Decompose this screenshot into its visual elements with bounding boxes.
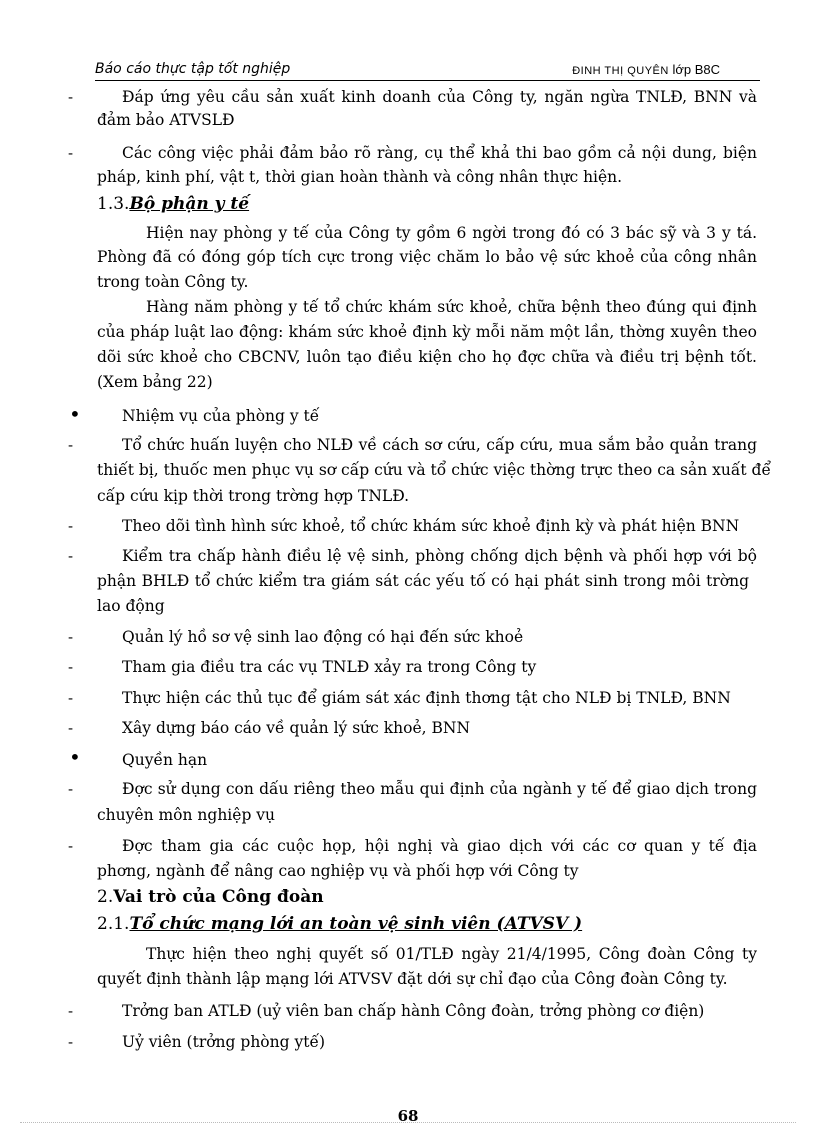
page-header (95, 60, 760, 81)
text-line: đảm bảo ATVSLĐ (97, 111, 235, 129)
text-line: Tổ chức huấn luyện cho NLĐ về cách sơ cứu, cấp cứu, mua sắm bảo quản trang (122, 436, 757, 454)
text-line: Kiểm tra chấp hành điều lệ vệ sinh, phòng chống dịch bệnh và phối hợp với bộ (122, 547, 757, 565)
text-line: cấp cứu kịp thời trong trờng hợp TNLĐ. (97, 487, 410, 505)
dash-marker: - (68, 658, 74, 676)
text-line: Uỷ viên (trởng phòng ytế) (122, 1033, 326, 1051)
text-line: thiết bị, thuốc men phục vụ sơ cấp cứu và tổ chức việc thờng trực theo ca sản xuất để (97, 461, 771, 479)
section-heading-2-1 (97, 913, 757, 935)
text-line: lao động (97, 597, 165, 615)
text-line: phận BHLĐ tổ chức kiểm tra giám sát các yếu tố có hại phát sinh trong môi trờng (97, 572, 749, 590)
heading-number: 1.3. (97, 194, 130, 214)
bullet-heading: Nhiệm vụ của phòng y tế (122, 407, 320, 425)
text-line: Hàng năm phòng y tế tổ chức khám sức khoẻ, chữa bệnh theo đúng qui định (146, 298, 757, 316)
text-line: (Xem bảng 22) (97, 373, 213, 391)
header-author-name: ĐINH THỊ QUYÊN (572, 65, 669, 77)
heading-title: Vai trò của Công đoàn (113, 887, 324, 907)
text-line: Đợc sử dụng con dấu riêng theo mẫu qui định của ngành y tế để giao dịch trong (122, 780, 757, 798)
text-line: Theo dõi tình hình sức khoẻ, tổ chức khám sức khoẻ định kỳ và phát hiện BNN (122, 517, 740, 535)
text-line: Hiện nay phòng y tế của Công ty gồm 6 ngời trong đó có 3 bác sỹ và 3 y tá. (146, 224, 757, 242)
text-line: Tham gia điều tra các vụ TNLĐ xảy ra trong Công ty (122, 658, 537, 676)
dash-marker: - (68, 517, 74, 535)
header-author (572, 62, 720, 77)
text-line: Đáp ứng yêu cầu sản xuất kinh doanh của Công ty, ngăn ngừa TNLĐ, BNN và (122, 88, 757, 106)
heading-title: Bộ phận y tế (129, 194, 250, 214)
dash-marker: - (68, 689, 74, 707)
text-line: Thực hiện các thủ tục để giám sát xác định thơng tật cho NLĐ bị TNLĐ, BNN (122, 689, 731, 707)
heading-number: 2. (97, 887, 114, 907)
heading-number: 2.1. (97, 914, 130, 934)
text-line: Các công việc phải đảm bảo rõ ràng, cụ thể khả thi bao gồm cả nội dung, biện (122, 144, 757, 162)
dash-marker: - (68, 547, 74, 565)
text-line: phơng, ngành để nâng cao nghiệp vụ và phối hợp với Công ty (97, 862, 579, 880)
text-line: dõi sức khoẻ cho CBCNV, luôn tạo điều kiện cho họ đợc chữa và điều trị bệnh tốt. (97, 348, 757, 366)
header-report-title: Báo cáo thực tập tốt nghiệp (95, 61, 291, 77)
section-heading-1-3 (97, 193, 757, 215)
text-line: Quản lý hồ sơ vệ sinh lao động có hại đến sức khoẻ (122, 628, 524, 646)
bullet-heading: Quyền hạn (122, 751, 208, 769)
dash-marker: - (68, 780, 74, 798)
section-heading-2 (97, 886, 757, 908)
text-line: Thực hiện theo nghị quyết số 01/TLĐ ngày 21/4/1995, Công đoàn Công ty (146, 945, 757, 963)
text-line: trong toàn Công ty. (97, 273, 249, 291)
bullet-marker: • (69, 745, 81, 769)
dash-marker: - (68, 719, 74, 737)
dash-marker: - (68, 837, 74, 855)
text-line: của pháp luật lao động: khám sức khoẻ định kỳ mỗi năm một lần, thờng xuyên theo (97, 323, 757, 341)
text-line: quyết định thành lập mạng lới ATVSV đặt dới sự chỉ đạo của Công đoàn Công ty. (97, 970, 728, 988)
dash-marker: - (68, 436, 74, 454)
text-line: Xây dựng báo cáo về quản lý sức khoẻ, BNN (122, 719, 471, 737)
text-line: chuyên môn nghiệp vụ (97, 806, 276, 824)
dash-marker: - (68, 88, 74, 106)
text-line: Phòng đã có đóng góp tích cực trong việc chăm lo bảo vệ sức khoẻ của công nhân (97, 248, 757, 266)
header-class: lớp B8C (672, 62, 720, 77)
page-number: 68 (397, 1107, 419, 1125)
text-line: pháp, kinh phí, vật t, thời gian hoàn thành và công nhân thực hiện. (97, 168, 623, 186)
dash-marker: - (68, 628, 74, 646)
heading-title: Tổ chức mạng lới an toàn vệ sinh viên (ATVSV ) (129, 914, 583, 934)
dash-marker: - (68, 1002, 74, 1020)
text-line: Trởng ban ATLĐ (uỷ viên ban chấp hành Công đoàn, trởng phòng cơ điện) (122, 1002, 705, 1020)
bullet-marker: • (69, 402, 81, 426)
text-line: Đợc tham gia các cuộc họp, hội nghị và giao dịch với các cơ quan y tế địa (122, 837, 757, 855)
dash-marker: - (68, 1033, 74, 1051)
dash-marker: - (68, 144, 74, 162)
